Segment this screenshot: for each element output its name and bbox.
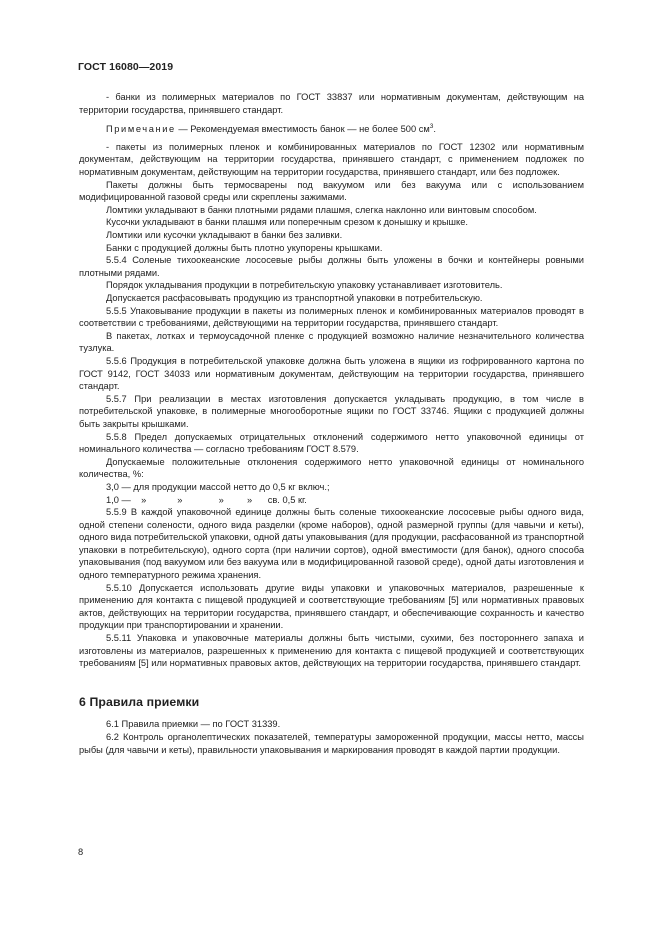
page-number: 8 — [78, 847, 84, 857]
section-heading: 6 Правила приемки — [79, 694, 200, 709]
note-end: . — [433, 124, 436, 135]
paragraph: 6.1 Правила приемки — по ГОСТ 31339. — [106, 719, 281, 730]
note-superscript: 3 — [429, 123, 434, 131]
paragraph: Пакеты должны быть термосварены под вакуумом или без вакуума или с использованием модифицированной газовой среды или скреплены зажимами. — [79, 179, 584, 203]
paragraph: 5.5.11 Упаковка и упаковочные материалы должны быть чистыми, сухими, без постороннего запаха и изготовлены из материалов, разрешенных к применению для контакта с пищевой продукцией и соответствующих требованиям [5] или нормативных правовых актов, действующих на территории государства, принявшего стандарт. — [79, 633, 584, 669]
note-paragraph — [79, 121, 584, 136]
paragraph: 5.5.5 Упаковывание продукции в пакеты из полимерных пленок и комбинированных материалов проводят в соответствии с требованиями, действующими на территории государства, принявшего стандарт. — [79, 305, 584, 329]
paragraph: В пакетах, лотках и термоусадочной пленке с продукцией возможно наличие незначительного количества тузлука. — [79, 330, 584, 354]
document-body — [79, 91, 584, 756]
paragraph: 5.5.4 Соленые тихоокеанские лососевые рыбы должны быть уложены в бочки и контейнеры ровными плотными рядами. — [79, 255, 584, 278]
paragraph: - пакеты из полимерных пленок и комбинированных материалов по ГОСТ 12302 или нормативным документам, действующим на территории государства, принявшего стандарт, с применением подложек по нормативным документам, действующим на территории государства, принявшего стандарт, или без подложек. — [79, 141, 584, 178]
tolerance-line: 1,0 — » » » » св. 0,5 кг. — [106, 494, 307, 505]
paragraph: Кусочки укладывают в банки плашмя или поперечным срезом к донышку и крышке. — [106, 217, 468, 228]
note-text: — Рекомендуемая вместимость банок — не более 500 см — [175, 124, 430, 135]
paragraph: - банки из полимерных материалов по ГОСТ 33837 или нормативным документам, действующим на территории государства, принявшего стандарт. — [79, 92, 584, 115]
tolerance-line: 3,0 — для продукции массой нетто до 0,5 кг включ.; — [106, 481, 330, 492]
paragraph: Порядок укладывания продукции в потребительскую упаковку устанавливает изготовитель. — [106, 280, 503, 291]
paragraph: 6.2 Контроль органолептических показателей, температуры замороженной продукции, массы нетто, массы рыбы (для чавычи и кеты), правильности упаковывания и маркирования проводят в каждой партии продукции. — [79, 732, 584, 755]
paragraph: 5.5.9 В каждой упаковочной единице должны быть соленые тихоокеанские лососевые рыбы одного вида, одной степени солености, одного вида разделки (кроме наборов), одной размерной группы (для чавычи и кеты), одного вида потребительской упаковки, одной даты упаковывания (для продукции, расфасованной из транспортной упаковки в потребительскую), одного сорта (при наличии сортов), одной вместимости (для банок), одного способа упаковывания (под вакуумом или без вакуума или в модифицированной газовой среде), одной даты изготовления и одного температурного режима хранения. — [79, 507, 584, 581]
paragraph: 5.5.10 Допускается использовать другие виды упаковки и упаковочных материалов, разрешенные к применению для контакта с пищевой продукцией и соответствующие требованиям [5] или нормативных правовых актов, действующих на территории государства, принявшего стандарт, и обеспечивающие сохранность и качество продукции при транспортировании и хранении. — [79, 582, 584, 631]
paragraph: Допускается расфасовывать продукцию из транспортной упаковки в потребительскую. — [106, 293, 483, 303]
paragraph: Ломтики или кусочки укладывают в банки без заливки. — [106, 230, 343, 241]
paragraph: 5.5.6 Продукция в потребительской упаковке должна быть уложена в ящики из гофрированного картона по ГОСТ 9142, ГОСТ 34033 или нормативным документам, действующим на территории государства, принявшего стандарт. — [79, 355, 584, 392]
paragraph: 5.5.7 При реализации в местах изготовления допускается укладывать продукцию, в том числе в потребительской упаковке, в полимерные многооборотные ящики по ГОСТ 33746. Ящики с продукцией должны быть закрыты крышками. — [79, 393, 584, 429]
document-code-header: ГОСТ 16080—2019 — [78, 61, 174, 73]
paragraph: Ломтики укладывают в банки плотными рядами плашмя, слегка наклонно или винтовым способом. — [106, 204, 537, 215]
paragraph: Допускаемые положительные отклонения содержимого нетто упаковочной единицы от номинального количества, %: — [79, 456, 584, 480]
paragraph: 5.5.8 Предел допускаемых отрицательных отклонений содержимого нетто упаковочной единицы от номинального количества — согласно требованиям ГОСТ 8.579. — [79, 431, 584, 455]
paragraph: Банки с продукцией должны быть плотно укупорены крышками. — [106, 242, 383, 253]
note-label: Примечание — [106, 124, 176, 135]
